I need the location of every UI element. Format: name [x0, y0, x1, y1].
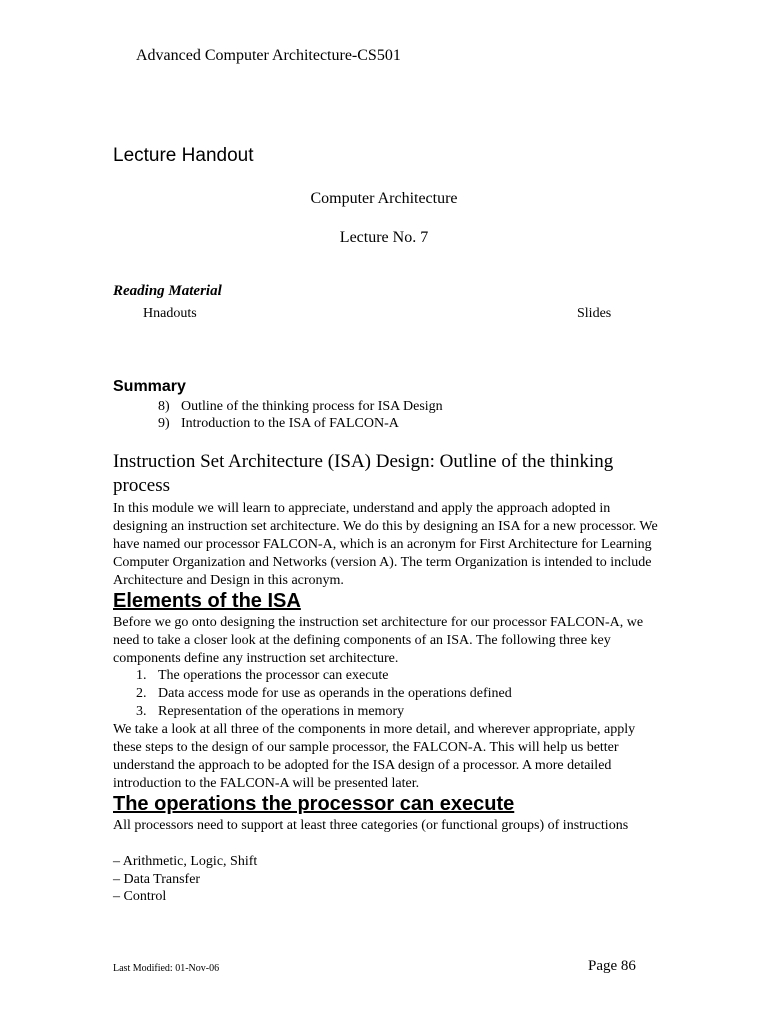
- isa-design-heading: Instruction Set Architecture (ISA) Design: Outline of the thinking process: [113, 451, 614, 496]
- summary-item-number: 9): [158, 416, 170, 431]
- list-item-text: Representation of the operations in memory: [158, 704, 405, 719]
- handout-title: Lecture Handout: [113, 145, 254, 166]
- elements-paragraph: Before we go onto designing the instruction set architecture for our processor FALCON-A, we need to take a closer look at the defining components of an ISA. The following three key components define any instruction set architecture.: [113, 615, 644, 666]
- last-modified: Last Modified: 01-Nov-06: [113, 963, 220, 974]
- category-item: – Control: [113, 889, 167, 904]
- list-item: [136, 667, 512, 685]
- list-item-text: Data access mode for use as operands in the operations defined: [158, 686, 512, 701]
- summary-item: [158, 398, 443, 415]
- course-title-text: Computer Architecture: [310, 190, 458, 207]
- isa-intro-paragraph: In this module we will learn to appreciate, understand and apply the approach adopted in designing an instruction set architecture. We do this by designing an ISA for a new processor. We have named our processor FALCON-A, which is an acronym for First Architecture for Learning Computer Organization and Networks (version A). The term Organization is intended to include Architecture and Design in this acronym.: [113, 501, 658, 588]
- reading-material-handouts: Hnadouts: [143, 306, 197, 321]
- page-number: Page 86: [588, 958, 636, 974]
- summary-list: [158, 398, 443, 432]
- list-item: [136, 685, 512, 703]
- reading-material-title: Reading Material: [113, 283, 222, 299]
- operations-heading: The operations the processor can execute: [113, 793, 515, 815]
- list-item-text: The operations the processor can execute: [158, 668, 389, 683]
- operations-category-list: [113, 853, 257, 906]
- list-item: [136, 703, 512, 721]
- summary-item-number: 8): [158, 399, 170, 414]
- elements-list: [136, 667, 512, 721]
- summary-item-text: Introduction to the ISA of FALCON-A: [181, 416, 399, 431]
- list-item-number: 1.: [136, 668, 147, 683]
- operations-paragraph: All processors need to support at least three categories (or functional groups) of instructions: [113, 818, 629, 833]
- course-header: Advanced Computer Architecture-CS501: [136, 47, 401, 64]
- summary-item-text: Outline of the thinking process for ISA Design: [181, 399, 443, 414]
- reading-material-slides: Slides: [577, 306, 612, 321]
- list-item-number: 2.: [136, 686, 147, 701]
- category-item: – Data Transfer: [113, 871, 201, 887]
- summary-item: [158, 415, 443, 432]
- summary-title: Summary: [113, 378, 186, 395]
- course-title: [0, 190, 768, 208]
- elements-detail-paragraph: We take a look at all three of the components in more detail, and wherever appropriate, apply these steps to the design of our sample processor, the FALCON-A. This will help us better understand the approach to be adopted for the ISA design of a processor. A more detailed introduction to the FALCON-A will be presented later.: [113, 722, 636, 791]
- elements-heading: Elements of the ISA: [113, 590, 301, 612]
- lecture-number: Lecture No. 7: [339, 229, 429, 246]
- category-item: – Arithmetic, Logic, Shift: [113, 854, 258, 869]
- list-item-number: 3.: [136, 704, 147, 719]
